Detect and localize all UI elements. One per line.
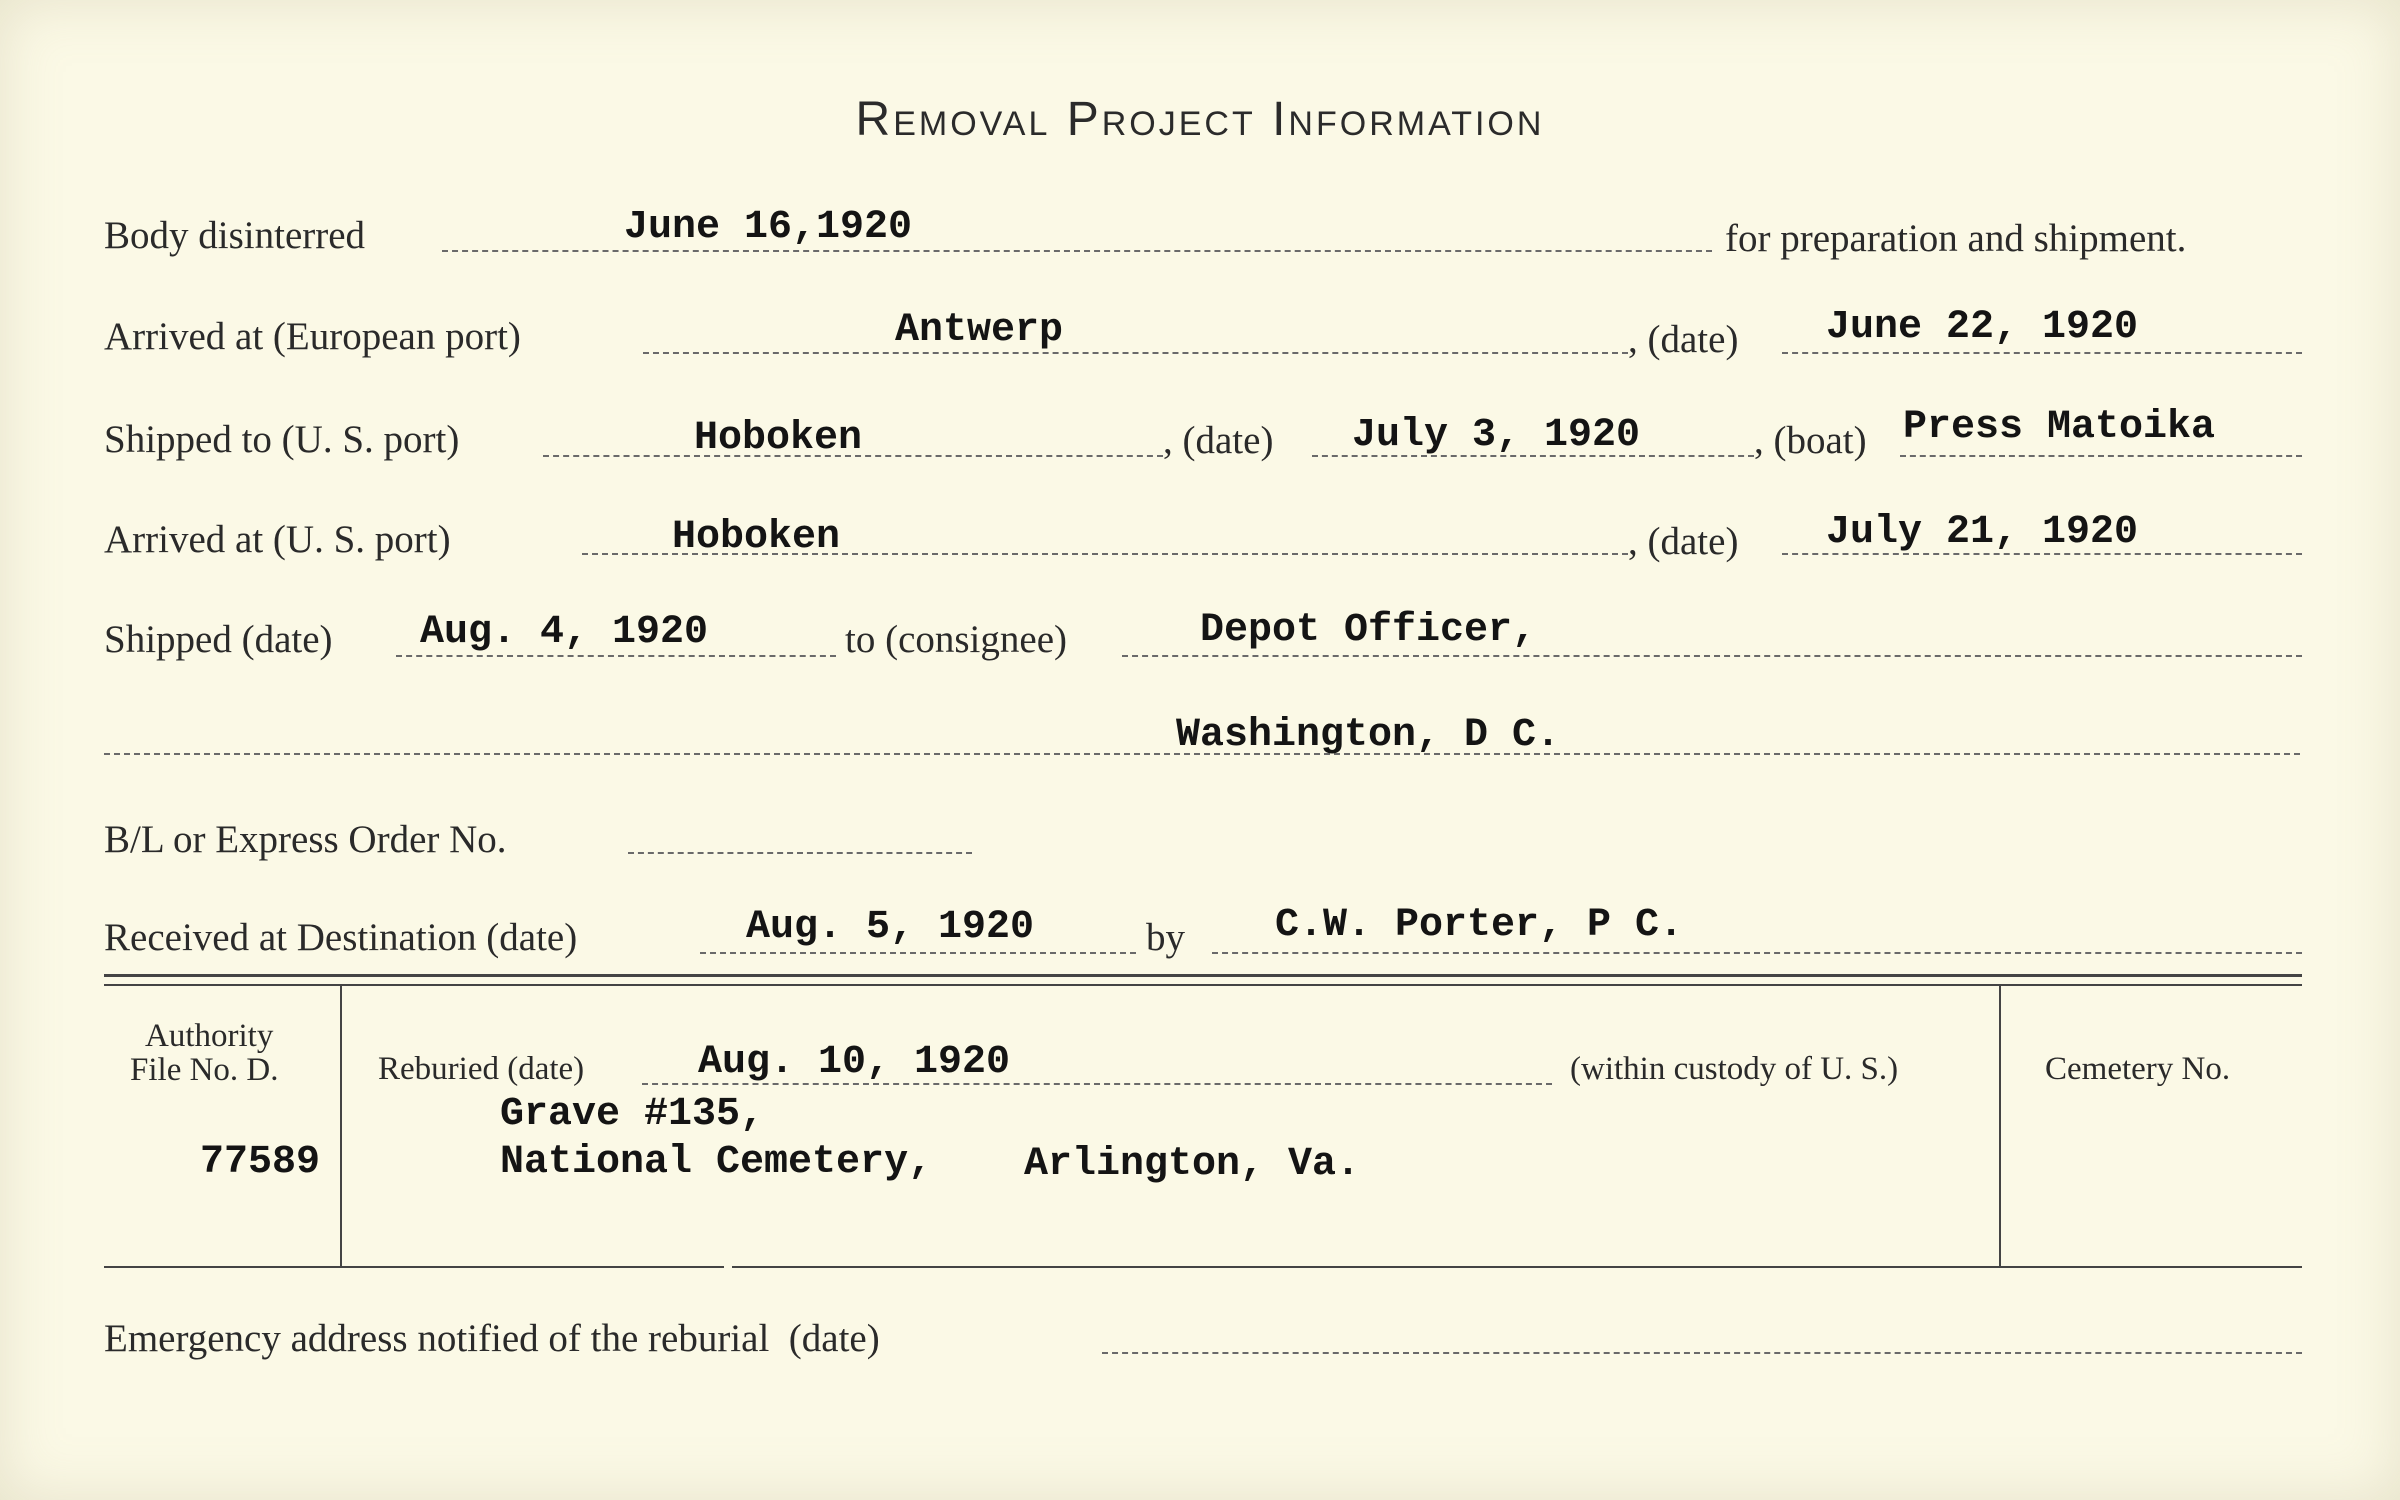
arrived-us-date-label: , (date) [1628, 520, 1739, 563]
emergency-label: Emergency address notified of the reburial (date) [104, 1317, 880, 1360]
shipped-us-date-label: , (date) [1163, 419, 1274, 462]
card-title: Removal Project Information [855, 93, 1545, 146]
reburied-cemetery: National Cemetery, [500, 1140, 933, 1185]
grave-number: Grave #135, [500, 1092, 765, 1137]
box-top-rule-inner [104, 984, 2302, 986]
emergency-date-line [1102, 1352, 2302, 1354]
reburied-place: Arlington, Va. [1024, 1142, 1361, 1187]
reburied-custody: (within custody of U. S.) [1570, 1051, 1899, 1087]
shipped-us-label: Shipped to (U. S. port) [104, 418, 460, 461]
received-label: Received at Destination (date) [104, 916, 578, 959]
arrived-us-date: July 21, 1920 [1826, 510, 2139, 555]
received-date: Aug. 5, 1920 [746, 905, 1035, 950]
arrived-us-port: Hoboken [672, 515, 841, 560]
consignee-line2: Washington, D C. [1176, 713, 1561, 758]
bl-line [628, 852, 972, 854]
received-date-line [700, 952, 1136, 954]
shipped-date: Aug. 4, 1920 [420, 610, 709, 655]
received-by: C.W. Porter, P C. [1275, 903, 1684, 948]
consignee-line1: Depot Officer, [1200, 608, 1537, 653]
arrived-european-date-line [1782, 352, 2302, 354]
bl-label: B/L or Express Order No. [104, 818, 507, 861]
received-by-line [1212, 952, 2302, 954]
box-top-rule [104, 974, 2302, 977]
shipped-us-boat-line [1900, 455, 2302, 457]
authority-file-number: 77589 [200, 1140, 321, 1185]
shipped-us-port: Hoboken [694, 416, 863, 461]
disinterred-line [442, 250, 1712, 252]
arrived-european-date: June 22, 1920 [1826, 305, 2139, 350]
consignee-line [1122, 655, 2302, 657]
shipped-us-boat-label: , (boat) [1754, 419, 1867, 462]
arrived-us-label: Arrived at (U. S. port) [104, 518, 451, 561]
authority-label-line1: Authority [145, 1018, 274, 1054]
box-bottom-rule-right [732, 1266, 2302, 1268]
disinterred-date: June 16,1920 [624, 205, 913, 250]
authority-label-line2: File No. D. [130, 1052, 279, 1088]
reburied-date: Aug. 10, 1920 [698, 1040, 1011, 1085]
received-by-label: by [1146, 916, 1185, 959]
shipped-us-date: July 3, 1920 [1352, 413, 1641, 458]
arrived-european-port-line [643, 352, 1628, 354]
cemetery-no-label: Cemetery No. [2045, 1051, 2231, 1087]
reburied-label: Reburied (date) [378, 1051, 585, 1087]
arrived-european-date-label: , (date) [1628, 318, 1739, 361]
authority-divider [340, 986, 342, 1266]
cemetery-divider [1999, 986, 2001, 1266]
shipped-date-line [396, 655, 836, 657]
box-bottom-rule-left [104, 1266, 724, 1268]
disinterred-suffix: for preparation and shipment. [1725, 217, 2187, 260]
shipped-us-boat: Press Matoika [1903, 405, 2216, 450]
consignee-label: to (consignee) [845, 618, 1068, 661]
shipped-label: Shipped (date) [104, 618, 333, 661]
arrived-european-label: Arrived at (European port) [104, 315, 521, 358]
arrived-european-port: Antwerp [895, 308, 1064, 353]
disinterred-label: Body disinterred [104, 214, 366, 257]
